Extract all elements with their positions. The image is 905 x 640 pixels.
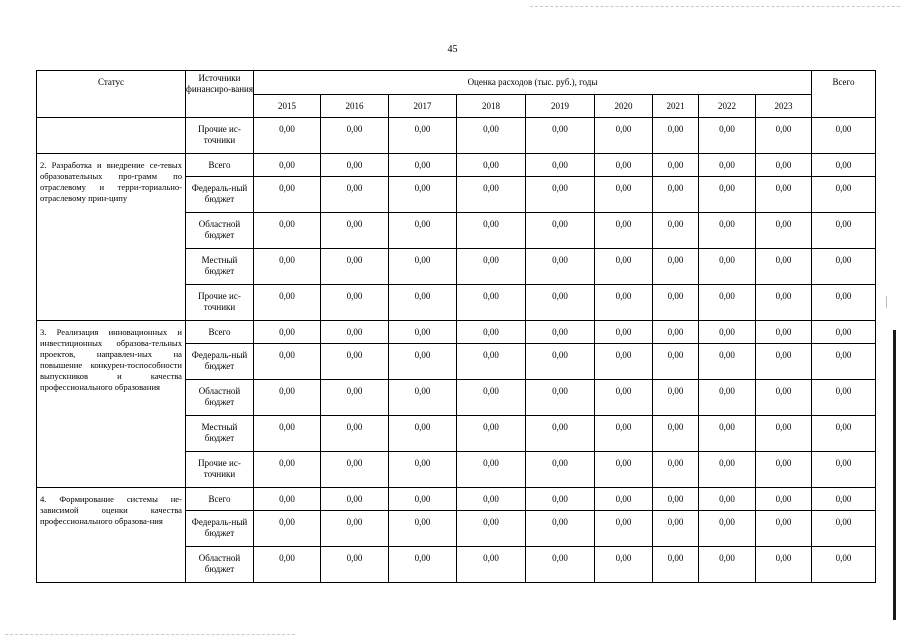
value-cell: 0,00 (254, 416, 321, 452)
header-total: Всего (812, 71, 876, 118)
value-cell: 0,00 (595, 511, 653, 547)
value-cell: 0,00 (756, 285, 812, 321)
total-cell: 0,00 (812, 416, 876, 452)
funding-source-cell: Областной бюджет (186, 213, 254, 249)
value-cell: 0,00 (389, 416, 457, 452)
value-cell: 0,00 (254, 154, 321, 177)
value-cell: 0,00 (595, 154, 653, 177)
value-cell: 0,00 (389, 285, 457, 321)
value-cell: 0,00 (457, 380, 526, 416)
value-cell: 0,00 (321, 118, 389, 154)
value-cell: 0,00 (389, 154, 457, 177)
value-cell: 0,00 (457, 511, 526, 547)
value-cell: 0,00 (595, 547, 653, 583)
funding-source-cell: Областной бюджет (186, 547, 254, 583)
funding-source-cell: Областной бюджет (186, 380, 254, 416)
value-cell: 0,00 (321, 285, 389, 321)
value-cell: 0,00 (756, 321, 812, 344)
table-row (37, 321, 876, 344)
header-year: 2019 (526, 95, 595, 118)
funding-source-cell: Федераль-ный бюджет (186, 177, 254, 213)
value-cell: 0,00 (389, 452, 457, 488)
value-cell: 0,00 (457, 154, 526, 177)
value-cell: 0,00 (254, 547, 321, 583)
value-cell: 0,00 (595, 452, 653, 488)
value-cell: 0,00 (457, 321, 526, 344)
value-cell: 0,00 (699, 547, 756, 583)
value-cell: 0,00 (321, 416, 389, 452)
status-cell (37, 118, 186, 154)
value-cell: 0,00 (526, 416, 595, 452)
value-cell: 0,00 (699, 249, 756, 285)
value-cell: 0,00 (457, 452, 526, 488)
table-row (37, 488, 876, 511)
header-status: Статус (37, 71, 186, 118)
value-cell: 0,00 (595, 177, 653, 213)
value-cell: 0,00 (321, 344, 389, 380)
funding-source-cell: Прочие ис-точники (186, 285, 254, 321)
value-cell: 0,00 (653, 452, 699, 488)
value-cell: 0,00 (389, 213, 457, 249)
value-cell: 0,00 (254, 344, 321, 380)
header-year: 2018 (457, 95, 526, 118)
value-cell: 0,00 (389, 344, 457, 380)
value-cell: 0,00 (457, 285, 526, 321)
value-cell: 0,00 (653, 249, 699, 285)
header-year: 2022 (699, 95, 756, 118)
value-cell: 0,00 (653, 511, 699, 547)
status-cell: 2. Разработка и внедрение се-тевых образовательных про-грамм по отраслевому и терри-ториально-отраслевому прин-ципу (37, 154, 186, 321)
value-cell: 0,00 (254, 213, 321, 249)
value-cell: 0,00 (389, 511, 457, 547)
total-cell: 0,00 (812, 547, 876, 583)
funding-source-cell: Федераль-ный бюджет (186, 344, 254, 380)
value-cell: 0,00 (595, 344, 653, 380)
value-cell: 0,00 (526, 177, 595, 213)
value-cell: 0,00 (595, 213, 653, 249)
value-cell: 0,00 (457, 547, 526, 583)
total-cell: 0,00 (812, 321, 876, 344)
value-cell: 0,00 (389, 249, 457, 285)
value-cell: 0,00 (653, 285, 699, 321)
value-cell: 0,00 (526, 380, 595, 416)
value-cell: 0,00 (526, 249, 595, 285)
value-cell: 0,00 (457, 416, 526, 452)
value-cell: 0,00 (699, 118, 756, 154)
value-cell: 0,00 (526, 321, 595, 344)
header-year: 2021 (653, 95, 699, 118)
value-cell: 0,00 (321, 249, 389, 285)
total-cell: 0,00 (812, 285, 876, 321)
funding-source-cell: Всего (186, 321, 254, 344)
total-cell: 0,00 (812, 177, 876, 213)
funding-source-cell: Местный бюджет (186, 249, 254, 285)
value-cell: 0,00 (699, 321, 756, 344)
value-cell: 0,00 (653, 154, 699, 177)
value-cell: 0,00 (526, 511, 595, 547)
value-cell: 0,00 (389, 380, 457, 416)
value-cell: 0,00 (457, 249, 526, 285)
scan-artifact-bottom (5, 634, 295, 635)
value-cell: 0,00 (254, 380, 321, 416)
value-cell: 0,00 (389, 547, 457, 583)
value-cell: 0,00 (457, 213, 526, 249)
value-cell: 0,00 (321, 380, 389, 416)
value-cell: 0,00 (653, 118, 699, 154)
value-cell: 0,00 (254, 285, 321, 321)
value-cell: 0,00 (756, 511, 812, 547)
value-cell: 0,00 (254, 452, 321, 488)
header-funding-source: Источники финансиро-вания (186, 71, 254, 118)
value-cell: 0,00 (699, 488, 756, 511)
table-row (37, 154, 876, 177)
total-cell: 0,00 (812, 344, 876, 380)
status-cell: 3. Реализация инновационных и инвестиционных образова-тельных проектов, направлен-ных на повышение конкурен-тоспособности выпускников и качества профессионального образования (37, 321, 186, 488)
header-year: 2016 (321, 95, 389, 118)
value-cell: 0,00 (321, 488, 389, 511)
page-number: 45 (447, 44, 458, 55)
value-cell: 0,00 (254, 511, 321, 547)
value-cell: 0,00 (699, 452, 756, 488)
value-cell: 0,00 (389, 118, 457, 154)
value-cell: 0,00 (389, 321, 457, 344)
value-cell: 0,00 (756, 249, 812, 285)
scan-artifact-mark (886, 296, 887, 308)
total-cell: 0,00 (812, 118, 876, 154)
value-cell: 0,00 (321, 321, 389, 344)
total-cell: 0,00 (812, 380, 876, 416)
value-cell: 0,00 (526, 118, 595, 154)
value-cell: 0,00 (595, 118, 653, 154)
total-cell: 0,00 (812, 154, 876, 177)
value-cell: 0,00 (526, 213, 595, 249)
value-cell: 0,00 (526, 344, 595, 380)
value-cell: 0,00 (653, 321, 699, 344)
total-cell: 0,00 (812, 452, 876, 488)
funding-source-cell: Всего (186, 488, 254, 511)
funding-source-cell: Прочие ис-точники (186, 452, 254, 488)
value-cell: 0,00 (526, 547, 595, 583)
table-row (37, 118, 876, 154)
total-cell: 0,00 (812, 488, 876, 511)
value-cell: 0,00 (457, 488, 526, 511)
value-cell: 0,00 (756, 380, 812, 416)
value-cell: 0,00 (653, 547, 699, 583)
value-cell: 0,00 (595, 249, 653, 285)
value-cell: 0,00 (756, 452, 812, 488)
value-cell: 0,00 (756, 118, 812, 154)
value-cell: 0,00 (756, 213, 812, 249)
value-cell: 0,00 (254, 321, 321, 344)
value-cell: 0,00 (699, 285, 756, 321)
header-year: 2020 (595, 95, 653, 118)
value-cell: 0,00 (526, 488, 595, 511)
value-cell: 0,00 (321, 452, 389, 488)
value-cell: 0,00 (457, 177, 526, 213)
value-cell: 0,00 (457, 118, 526, 154)
value-cell: 0,00 (595, 416, 653, 452)
value-cell: 0,00 (526, 285, 595, 321)
value-cell: 0,00 (653, 380, 699, 416)
value-cell: 0,00 (653, 344, 699, 380)
value-cell: 0,00 (321, 213, 389, 249)
status-cell: 4. Формирование системы не-зависимой оценки качества профессионального образова-ния (37, 488, 186, 583)
value-cell: 0,00 (699, 380, 756, 416)
funding-source-cell: Местный бюджет (186, 416, 254, 452)
value-cell: 0,00 (756, 547, 812, 583)
value-cell: 0,00 (699, 344, 756, 380)
value-cell: 0,00 (595, 488, 653, 511)
value-cell: 0,00 (254, 177, 321, 213)
value-cell: 0,00 (653, 488, 699, 511)
total-cell: 0,00 (812, 213, 876, 249)
total-cell: 0,00 (812, 511, 876, 547)
value-cell: 0,00 (254, 488, 321, 511)
header-year: 2015 (254, 95, 321, 118)
value-cell: 0,00 (595, 285, 653, 321)
scan-artifact-top (530, 6, 900, 7)
value-cell: 0,00 (756, 488, 812, 511)
value-cell: 0,00 (321, 154, 389, 177)
budget-table (36, 70, 876, 583)
value-cell: 0,00 (699, 154, 756, 177)
value-cell: 0,00 (321, 547, 389, 583)
value-cell: 0,00 (653, 177, 699, 213)
value-cell: 0,00 (526, 452, 595, 488)
value-cell: 0,00 (457, 344, 526, 380)
value-cell: 0,00 (699, 416, 756, 452)
value-cell: 0,00 (756, 416, 812, 452)
value-cell: 0,00 (389, 488, 457, 511)
value-cell: 0,00 (254, 118, 321, 154)
value-cell: 0,00 (321, 177, 389, 213)
scan-artifact-right-edge (893, 330, 896, 620)
value-cell: 0,00 (756, 154, 812, 177)
value-cell: 0,00 (756, 344, 812, 380)
funding-source-cell: Федераль-ный бюджет (186, 511, 254, 547)
total-cell: 0,00 (812, 249, 876, 285)
value-cell: 0,00 (389, 177, 457, 213)
value-cell: 0,00 (699, 177, 756, 213)
value-cell: 0,00 (595, 321, 653, 344)
value-cell: 0,00 (321, 511, 389, 547)
value-cell: 0,00 (653, 213, 699, 249)
value-cell: 0,00 (595, 380, 653, 416)
value-cell: 0,00 (699, 511, 756, 547)
value-cell: 0,00 (254, 249, 321, 285)
funding-source-cell: Всего (186, 154, 254, 177)
value-cell: 0,00 (699, 213, 756, 249)
header-year: 2023 (756, 95, 812, 118)
funding-source-cell: Прочие ис-точники (186, 118, 254, 154)
value-cell: 0,00 (756, 177, 812, 213)
value-cell: 0,00 (653, 416, 699, 452)
header-expense-estimate: Оценка расходов (тыс. руб.), годы (254, 71, 812, 95)
value-cell: 0,00 (526, 154, 595, 177)
header-year: 2017 (389, 95, 457, 118)
